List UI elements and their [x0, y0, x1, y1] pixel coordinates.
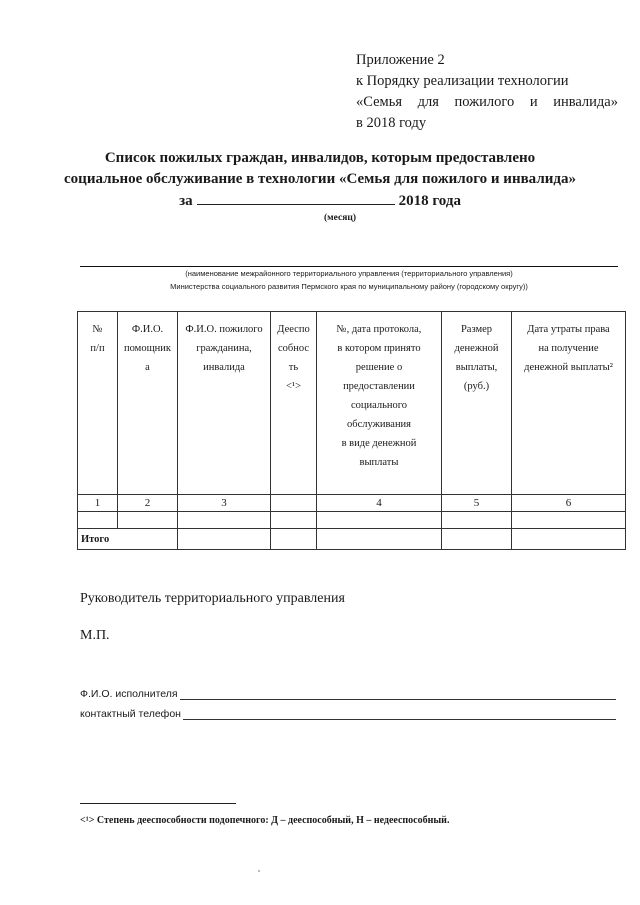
table-cell[interactable]: [317, 529, 442, 550]
appendix-word: для: [417, 94, 439, 110]
table-cell[interactable]: [271, 512, 317, 529]
header-cell: Дата утраты права на получение денежной выплаты²: [512, 312, 626, 495]
appendix-line-3: [356, 92, 618, 113]
appendix-line-2: к Порядку реализации технологии: [356, 73, 569, 89]
header-cell: №, дата протокола, в котором принято решение о предоставлении социального обслуживания в виде денежной выплаты: [317, 312, 442, 495]
table-cell[interactable]: [317, 512, 442, 529]
appendix-word: и: [529, 94, 538, 110]
appendix-word: «Семья: [356, 94, 402, 110]
column-number: 6: [512, 495, 626, 512]
citizens-table: [77, 311, 626, 550]
table-row: [78, 512, 626, 529]
table-cell[interactable]: [178, 512, 271, 529]
column-number: 1: [78, 495, 118, 512]
table-cell[interactable]: [512, 512, 626, 529]
footnote-divider: [80, 803, 236, 804]
month-note: (месяц): [324, 213, 356, 223]
header-cell: Ф.И.О. помощник а: [118, 312, 178, 495]
title-line-3: [60, 190, 580, 212]
scan-speck: [258, 870, 260, 872]
table-cell[interactable]: [512, 529, 626, 550]
footnote-text: <¹> Степень дееспособности подопечного: Д – дееспособный, Н – недееспособный.: [80, 815, 450, 826]
executor-field-row: [80, 688, 616, 700]
header-cell: Размер денежной выплаты, (руб.): [442, 312, 512, 495]
total-row: [78, 529, 626, 550]
column-number: 2: [118, 495, 178, 512]
head-signature-label: Руководитель территориального управления: [80, 591, 345, 606]
table-cell[interactable]: [271, 529, 317, 550]
column-number-row: [78, 495, 626, 512]
subheader-line-2: Министерства социального развития Пермского края по муниципальному району (городскому округу)): [170, 282, 528, 291]
department-line[interactable]: [80, 266, 618, 267]
phone-label: контактный телефон: [80, 708, 181, 720]
title-suffix: 2018 года: [398, 193, 461, 209]
table-cell[interactable]: [118, 512, 178, 529]
title-line-2: социальное обслуживание в технологии «Семья для пожилого и инвалида»: [64, 171, 576, 187]
month-blank-field[interactable]: [197, 190, 395, 205]
column-number: [271, 495, 317, 512]
phone-field-row: [80, 708, 616, 720]
appendix-line-1: Приложение 2: [356, 52, 445, 68]
executor-field[interactable]: [180, 689, 616, 700]
column-number: 4: [317, 495, 442, 512]
table-cell[interactable]: [78, 512, 118, 529]
table-header-row: [78, 312, 626, 495]
appendix-line-4: в 2018 году: [356, 115, 427, 131]
title-prefix: за: [179, 193, 193, 209]
column-number: 3: [178, 495, 271, 512]
appendix-word: инвалида»: [553, 94, 618, 110]
header-cell: Дееспо собнос ть <¹>: [271, 312, 317, 495]
appendix-block: [356, 50, 618, 134]
document-title: [60, 148, 580, 212]
header-cell: № п/п: [78, 312, 118, 495]
table-cell[interactable]: [442, 529, 512, 550]
header-cell: Ф.И.О. пожилого гражданина, инвалида: [178, 312, 271, 495]
stamp-label: М.П.: [80, 628, 110, 643]
executor-label: Ф.И.О. исполнителя: [80, 688, 178, 700]
subheader-line-1: (наименование межрайонного территориального управления (территориального управления): [185, 269, 513, 278]
phone-field[interactable]: [183, 709, 616, 720]
table-cell[interactable]: [178, 529, 271, 550]
table-cell[interactable]: [442, 512, 512, 529]
appendix-word: пожилого: [454, 94, 515, 110]
total-label: Итого: [78, 529, 178, 550]
column-number: 5: [442, 495, 512, 512]
title-line-1: Список пожилых граждан, инвалидов, которым предоставлено: [104, 150, 536, 166]
